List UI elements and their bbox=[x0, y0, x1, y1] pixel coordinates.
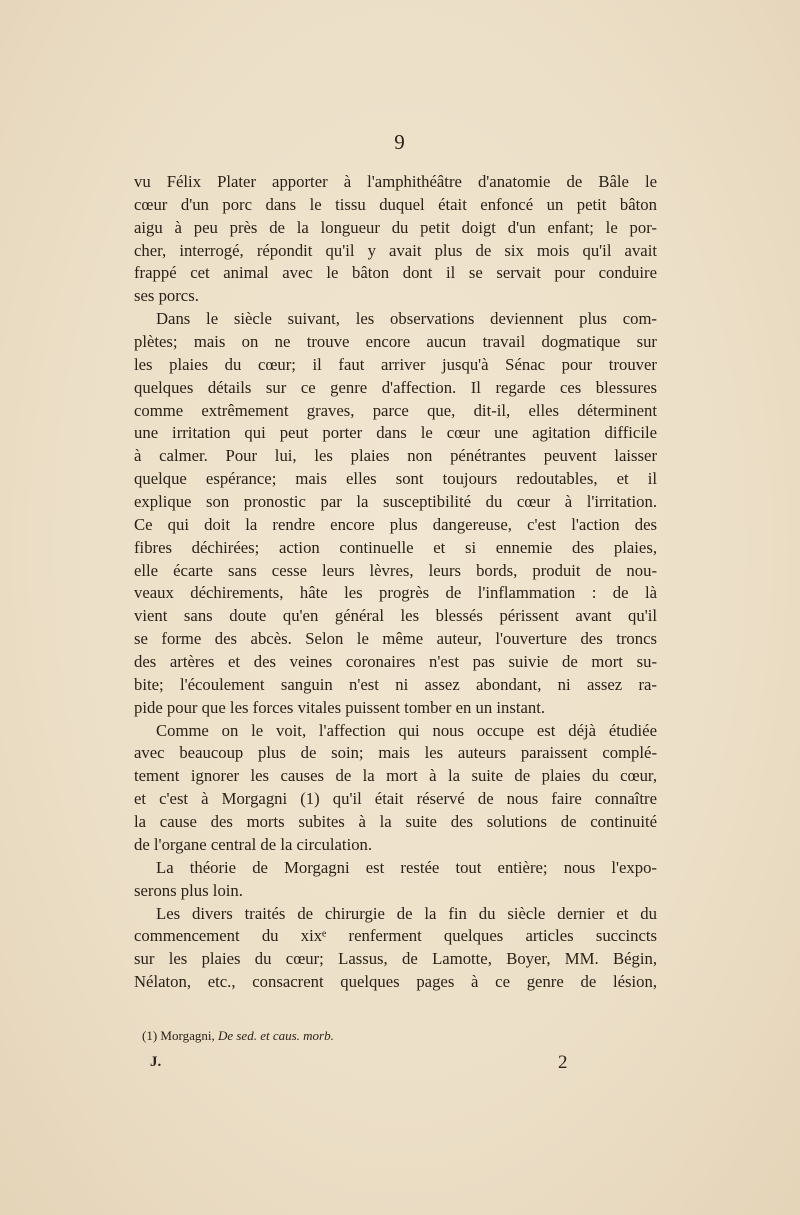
footnote-marker: (1) bbox=[142, 1028, 158, 1043]
text-line: explique son pronostic par la susceptibilité du cœur à l'irritation. bbox=[134, 492, 657, 512]
text-line: se forme des abcès. Selon le même auteur, l'ouverture des troncs bbox=[134, 629, 657, 649]
text-line: Nélaton, etc., consacrent quelques pages à ce genre de lésion, bbox=[134, 972, 657, 992]
page-number: 9 bbox=[394, 130, 406, 154]
text-line: vient sans doute qu'en général les blessés périssent avant qu'il bbox=[134, 606, 657, 626]
signature-mark: J. bbox=[150, 1054, 162, 1070]
footnote bbox=[142, 1028, 334, 1044]
text-line: des artères et des veines coronaires n'est pas suivie de mort su- bbox=[134, 652, 657, 672]
text-line: à calmer. Pour lui, les plaies non pénétrantes peuvent laisser bbox=[134, 446, 657, 466]
text-line: cœur d'un porc dans le tissu duquel était enfoncé un petit bâton bbox=[134, 194, 657, 214]
text-line: cher, interrogé, répondit qu'il y avait plus de six mois qu'il avait bbox=[134, 240, 657, 260]
text-line: les plaies du cœur; il faut arriver jusqu'à Sénac pour trouver bbox=[134, 354, 657, 374]
text-line: La théorie de Morgagni est restée tout entière; nous l'expo- bbox=[156, 857, 657, 877]
text-line: frappé cet animal avec le bâton dont il se servait pour conduire bbox=[134, 263, 657, 283]
text-line: quelques détails sur ce genre d'affection. Il regarde ces blessures bbox=[134, 377, 657, 397]
text-line: ses porcs. bbox=[134, 286, 199, 306]
text-line: avec beaucoup plus de soin; mais les auteurs paraissent complé- bbox=[134, 743, 657, 763]
text-line: plètes; mais on ne trouve encore aucun travail dogmatique sur bbox=[134, 332, 657, 352]
text-line: fibres déchirées; action continuelle et si ennemie des plaies, bbox=[134, 537, 657, 557]
text-line: tement ignorer les causes de la mort à la suite de plaies du cœur, bbox=[134, 766, 657, 786]
text-line: elle écarte sans cesse leurs lèvres, leurs bords, produit de nou- bbox=[134, 560, 657, 580]
text-line: pide pour que les forces vitales puissent tomber en un instant. bbox=[134, 697, 546, 717]
text-line: serons plus loin. bbox=[134, 880, 243, 900]
text-line: et c'est à Morgagni (1) qu'il était réservé de nous faire connaître bbox=[134, 789, 657, 809]
text-line: commencement du xixᵉ renferment quelques articles succincts bbox=[134, 926, 657, 946]
text-line: la cause des morts subites à la suite des solutions de continuité bbox=[134, 812, 657, 832]
text-line: Les divers traités de chirurgie de la fin du siècle dernier et du bbox=[156, 903, 657, 923]
text-line: veaux déchirements, hâte les progrès de l'inflammation : de là bbox=[134, 583, 657, 603]
footnote-author: Morgagni, bbox=[160, 1028, 215, 1043]
text-line: vu Félix Plater apporter à l'amphithéâtre d'anatomie de Bâle le bbox=[134, 172, 657, 191]
signature-number: 2 bbox=[558, 1052, 568, 1073]
text-line: Ce qui doit la rendre encore plus dangereuse, c'est l'action des bbox=[134, 514, 657, 534]
text-line: aigu à peu près de la longueur du petit doigt d'un enfant; le por- bbox=[134, 217, 657, 237]
footnote-title: De sed. et caus. morb. bbox=[217, 1028, 334, 1043]
text-line: comme extrêmement graves, parce que, dit-il, elles déterminent bbox=[134, 400, 657, 420]
text-line: bite; l'écoulement sanguin n'est ni assez abondant, ni assez ra- bbox=[134, 674, 657, 694]
text-line: sur les plaies du cœur; Lassus, de Lamotte, Boyer, MM. Bégin, bbox=[134, 949, 657, 969]
text-line: Dans le siècle suivant, les observations deviennent plus com- bbox=[156, 309, 657, 329]
text-line: Comme on le voit, l'affection qui nous occupe est déjà étudiée bbox=[156, 720, 657, 740]
body-text bbox=[134, 171, 657, 994]
text-line: de l'organe central de la circulation. bbox=[134, 834, 373, 854]
text-line: quelque espérance; mais elles sont toujours redoutables, et il bbox=[134, 469, 657, 489]
text-line: une irritation qui peut porter dans le cœur une agitation difficile bbox=[134, 423, 657, 443]
